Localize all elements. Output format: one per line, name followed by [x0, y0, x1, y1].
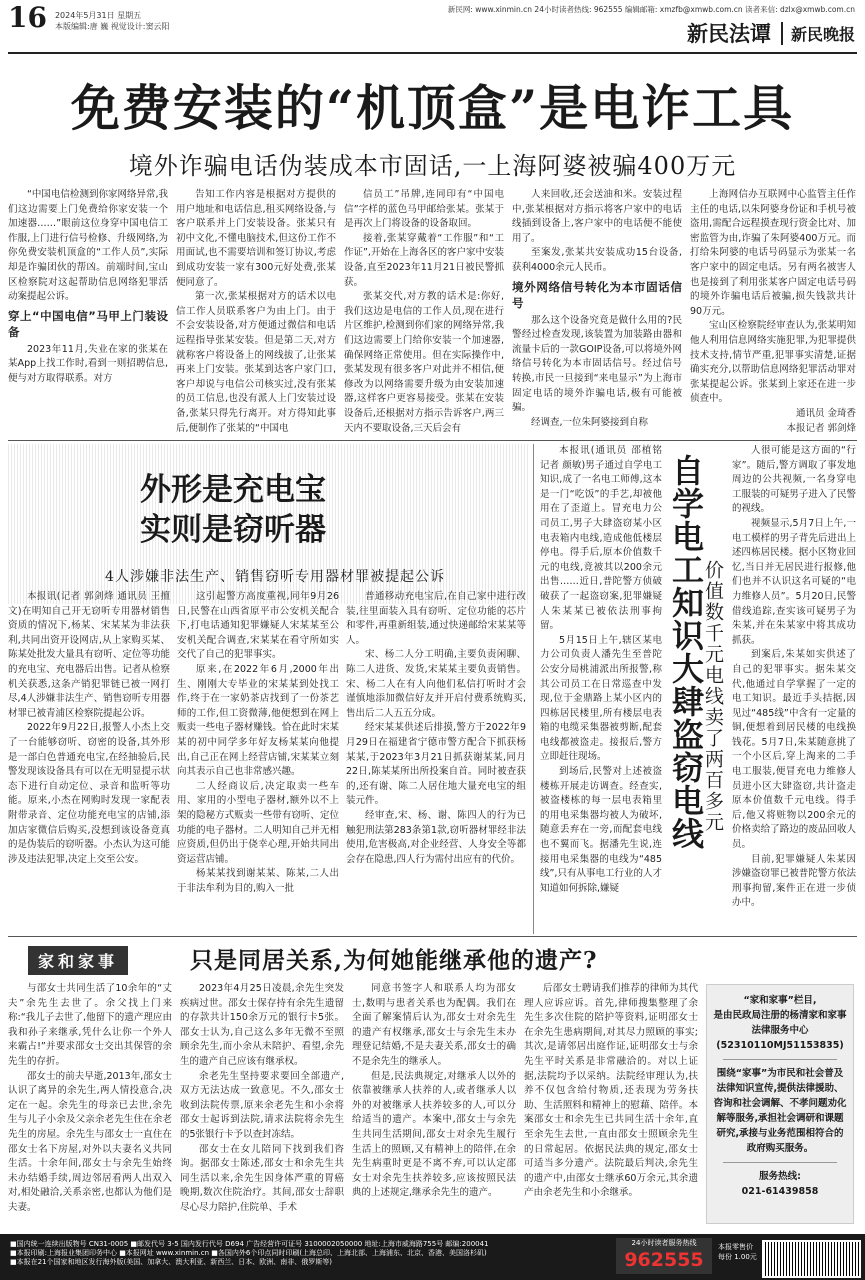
paragraph: 经调查,一位朱阿婆接到自称 — [531, 416, 649, 428]
footer-line: ■国内统一连续出版物号 CN31-0005 ■邮发代号 3-5 国内发行代号 D694 广告经营许可证号 3100002050000 地址:上海市威海路755号 邮编:200041 — [10, 1240, 489, 1248]
contact-line: 新民网: www.xinmin.cn 24小时读者热线: 962555 编辑邮箱: xmzfb@xmwb.com.cn 读者来信: dzlx@xmwb.com.cn — [447, 5, 855, 14]
lead-section-heading: 境外网络信号转化为本市固话信号 — [512, 279, 682, 310]
paragraph: 杨某某找到谢某某、陈某,二人出于非法牟利为目的,购入一批 — [177, 868, 339, 894]
footer — [0, 1234, 865, 1280]
byline: 本报记者 郭剑烽 — [786, 422, 856, 434]
sidebox-line: 服务热线: — [759, 1171, 801, 1182]
sidebox-divider — [723, 1162, 837, 1163]
paragraph: 2023年11月,失业在家的张某在某App上找工作时,看到一则招聘信息,便与对方取得联系。对方 — [8, 343, 168, 384]
paragraph: 到场后,民警对上述被盗楼栋开展走访调查。经查实,被盗楼栋的每一层电表箱里的用电采集器均被人为破坏,随意丢弃在一旁,而配套电线也不翼而飞。据潘先生说,连接用电采集器的电线为“485线”,只有从事电工行业的人才知道如何拆除,嫌疑 — [540, 766, 662, 894]
paragraph: 普通移动充电宝后,在自己家中进行改装,往里面装入具有窃听、定位功能的芯片和零件,再重新组装,通过快递邮给宋某某等人。 — [346, 591, 526, 646]
paragraph: “中国电信检测到你家网络异常,我们这边需要上门免费给你家安装一个加速器……”眼前这位身穿中国电信工作服,上门进行信号检修、升级网络,为你免费安装机顶盒的“工作人员”,实际却是诈骗团伙的帮凶。前端时间,宝山区检察院对这起帮助信息网络犯罪活动案提起公诉。 — [8, 189, 168, 303]
price-box — [718, 1242, 758, 1262]
page-number: 16 — [8, 1, 47, 34]
price-value: 每份 1.00元 — [718, 1253, 757, 1261]
paragraph: 信员工”吊牌,连同印有“中国电信”字样的蓝色马甲邮给张某。张某于是再次上门将设备的设备取回。 — [344, 189, 504, 230]
footer-lines — [10, 1240, 610, 1267]
paragraph: 余老先生坚持要求要回全部遗产,双方无法达成一致意见。不久,邵女士收到法院传票,原来余老先生和小余将邵女士起诉到法院,请求法院将余先生的5张银行卡予以查封冻结。 — [180, 1070, 344, 1140]
story2-col-1 — [8, 590, 170, 930]
section-name: 新民法谭 — [686, 21, 771, 46]
lead-col-5 — [690, 188, 856, 438]
hotline-label: 24小时读者服务热线 — [631, 1239, 697, 1247]
paragraph: 告知工作内容是根据对方提供的用户地址和电话信息,租买网络设备,与客户联系并上门安装设备。张某只有初中文化,不懂电脑技术,但这份工作不用面试,也不需要培训和签订协议,考虑到成功安装一家有300元好处费,张某便同意了。 — [176, 189, 336, 288]
masthead-left — [8, 1, 170, 34]
paragraph: 后邵女士聘请我们推荐的律师为其代理人应诉应诉。首先,律师搜集整理了余先生多次住院的陪护等资料,证明邵女士在余先生患病期间,对其尽力照顾的事实;其次,是请邻居出庭作证,证明邵女士与余先生平时关系是非常融洽的。对以上证据,法院均予以采纳。法院经审理认为,扶养不仅包含给付物质,还表现为劳务扶助、生活照料和精神上的慰藉、陪伴。本案邵女士和余先生已共同生活十余年,直至余先生去世,一直由邵女士照顾余先生的日常起居。依据民法典的规定,邵女士可适当多分遗产。法院最后判决,余先生的遗产中,由邵女士继承60万余元,其余遗产由余老先生和小余继承。 — [524, 983, 698, 1199]
paragraph: 2023年4月25日凌晨,余先生突发疾病过世。邵女士保存持有余先生遗留的存款共计150余万元的银行卡5张。邵女士认为,自己这么多年无微不至照顾余先生,而小余从未陪护、看望,余先生的遗产自己应该有继承权。 — [180, 983, 344, 1067]
sidebox-phone: 021-61439858 — [741, 1186, 819, 1197]
lead-col-1 — [8, 188, 168, 438]
editors-line: 本版编辑:唐 巍 视觉设计:窦云阳 — [54, 22, 170, 31]
barcode-icon — [762, 1240, 861, 1278]
footer-line: ■本报印刷:上海报业集团印务中心 ■本报网址 www.xinmin.cn ■各国内外6个印点同时印刷(上海总印、上海北部、上海浦东、北京、香港、美国洛杉矶) — [10, 1249, 487, 1257]
story3-col-1 — [540, 444, 662, 934]
paragraph: 人很可能是这方面的“行家”。随后,警方调取了事发地周边的公共视频,一名身穿电工服装的可疑男子进入了民警的视线。 — [732, 445, 856, 515]
paragraph: 与邵女士共同生活了10余年的“丈夫”余先生去世了。余父找上门来称:“我儿子去世了,他留下的遗产理应由我和孙子来继承,凭什么让你一个外人来霸占!”并要求邵女士交出其保管的余先生的存折。 — [8, 983, 172, 1067]
paragraph: 2022年9月22日,报警人小杰上交了一台能够窃听、窃密的设备,其外形是一部白色普通充电宝,在经抽验后,民警发现该设备具有可以在无明显提示状态下进行自动定位、录音和监听等功能。原来,小杰在网购时发现一家配表附带录音、定位功能充电宝的店铺,添加店家微信后购买,没想到该设备竟真的是伪装后的窃听器。小杰认为这可能涉及违法犯罪,决定上交至公安。 — [8, 722, 170, 865]
story2-subheadline: 4人涉嫌非法生产、销售窃听专用器材罪被提起公诉 — [105, 569, 445, 585]
paragraph: 本报讯(记者 郭剑烽 通讯员 王擅文)在明知自己开无窃听专用器材销售资质的情况下,杨某、宋某某为非法获利,共同出资开设网店,从上家购买某、陈某处批发大量具有窃听、定位等功能的充电宝、充电器后出售。记者从检察机关获悉,这条产销犯罪链已被一网打尽,4人涉嫌非法生产、销售窃听专用器材罪已被青浦区检察院提起公诉。 — [8, 591, 170, 719]
paper-name: 新民晚报 — [781, 22, 855, 45]
section-divider — [8, 440, 857, 441]
hotline-box — [616, 1238, 712, 1274]
lead-col-2 — [176, 188, 336, 438]
paragraph: 经宋某某供述后排摸,警方于2022年9月29日在福建省宁德市警方配合下抓获杨某某,于2023年3月21日抓获谢某某,同月22日,陈某某所出所投案自首。同时被查获的,还有谢、陈二人居住地大量充电宝的组装元件。 — [346, 722, 526, 807]
paragraph: 到案后,朱某如实供述了自己的犯罪事实。据朱某交代,他通过自学掌握了一定的电工知识。最近手头拮据,因见过“485线”中含有一定量的铜,便想着到居民楼的电线换钱花。5月7日,朱某随意挑了一个小区后,穿上淘来的二手电工服装,便冒充电力维修人员进小区大肆盗窃,共计盗走原本价值数千元电线。得手后,他又将赃物以200余元的价格卖给了路边的废品回收人员。 — [732, 649, 856, 851]
story4-headline: 只是同居关系,为何她能继承他的遗产? — [190, 947, 598, 974]
paragraph: 目前,犯罪嫌疑人朱某因涉嫌盗窃罪已被普陀警方依法刑事拘留,案件正在进一步侦办中。 — [732, 853, 856, 909]
sidebox-line: (52310110MJ51153835) — [716, 1040, 844, 1051]
paragraph: 经审查,宋、杨、谢、陈四人的行为已触犯刑法第283条第1款,窃听器材罪经非法使用,危害极高,对企业经营、人身安全等都会存在隐患,四人行为需付出应有的代价。 — [346, 809, 526, 865]
story2-col-2 — [177, 590, 339, 930]
footer-line: ■本报在21个国家和地区发行海外版(美国、加拿大、澳大利亚、新西兰、日本、欧洲、南非、俄罗斯等) — [10, 1258, 332, 1266]
story2-headline-line: 外形是充电宝 — [140, 472, 326, 508]
column-tag: 家和家事 — [28, 946, 128, 975]
lead-subheadline: 境外诈骗电话伪装成本市固话,一上海阿婆被骗400万元 — [128, 152, 737, 180]
date-line: 2024年5月31日 星期五 — [54, 11, 142, 20]
paragraph: 宋、杨二人分工明确,主要负责闲聊、陈二人进货、发货,宋某某主要负责销售。宋、杨二人在有人向他们私信打听时才会谨慎地添加微信好友并开启付费系统购买,售出后二人五五分成。 — [346, 649, 526, 719]
paragraph: 但是,民法典规定,对继承人以外的依靠被继承人扶养的人,或者继承人以外的对被继承人扶养较多的人,可以分给适当的遗产。本案中,邵女士与余先生共同生活期间,邵女士对余先生履行生活上的照顾,又有精神上的陪伴,在余先生病重时更是不离不弃,可以认定邵女士对余先生扶养较多,应该按照民法典的上述规定,继承余先生的遗产。 — [352, 1070, 516, 1199]
paragraph: 张某交代,对方教的话术是:你好,我们这边是电信的工作人员,现在进行片区维护,检测到你们家的网络异常,我们这边需要上门给你安装一个加速器,确保网络正常使用。但在实际操作中,张某发现有很多客户对此并不相信,便修改为以网络需要升级为由安装加速器,这样客户更容易接受。张某在安装设备后,还根据对方指示告诉客户,两三天内不要取设备,三天后会有 — [344, 291, 504, 434]
paragraph: 上海网信办互联网中心监管主任作主任的电话,以朱阿婆身份证和手机号被盗用,需配合远程摸查现行资金比对、加密监管为由,诈骗了朱阿婆400万元。而打给朱阿婆的电话号码显示为张某一名客户家中的固定电话。另有两名被害人也是接到了利用张某客户固定电话号码的境外诈骗电话后被骗,损失钱款共计90万元。 — [690, 189, 856, 317]
paragraph: 二人经商议后,决定取卖一些车用、家用的小型电子器材,额外以不上架的隐秘方式贩卖一些带有窃听、定位功能的电子器材。二人明知自己并无相应资质,但仍出于侥幸心理,开始共同出资运营店铺。 — [177, 780, 339, 865]
sidebox-line: 围绕“家事”为市民和社会普及法律知识宣传,提供法律援助、咨询和社会调解、不孝问题劝化解等服务,承担社会调研和课题研究,承接与业务范围相符合的政府购买服务。 — [713, 1068, 847, 1154]
sidebox-line: 是由民政局注册的杨清家和家事法律服务中心 — [713, 1010, 847, 1036]
story4-col-4 — [524, 982, 698, 1230]
paragraph: 这引起警方高度重视,同年9月26日,民警在山西省原平市公安机关配合下,打电话通知犯罪嫌疑人宋某某至公安机关配合调查,宋某某在看守所如实交代了自己的犯罪事实。 — [177, 591, 339, 661]
byline: 通讯员 金琦香 — [795, 407, 856, 419]
header-rule — [8, 52, 857, 54]
story3-col-2 — [732, 444, 856, 934]
hotline-number: 962555 — [624, 1249, 704, 1271]
story4-col-2 — [180, 982, 344, 1230]
story4-col-1 — [8, 982, 172, 1230]
header-meta — [55, 10, 169, 32]
lead-section-heading: 穿上“中国电信”马甲上门装设备 — [8, 308, 168, 339]
column-divider — [533, 444, 534, 934]
paragraph: 邵女士的前夫早逝,2013年,邵女士认识了离异的余先生,两人情投意合,决定在一起。余先生的母亲已去世,余先生与儿子小余及父亲余老先生住在余老先生的房屋。余先生与邵女士一直住在邵女士名下房屋,对外以夫妻名义共同生活。十余年间,邵女士与余先生始终未办结婚手续,周边邻居看两人出双入对,相处融洽,关系亲密,也都认为他们是夫妻。 — [8, 1070, 172, 1213]
lead-col-3 — [344, 188, 504, 438]
sidebox-content — [713, 993, 847, 1199]
paragraph: 5月15日上午,辖区某电力公司负责人潘先生至普陀公安分局桃浦派出所报警,称其公司员工在日常巡查中发现,位于金鼎路上某小区内的四栋居民楼里,所有楼层电表箱的电缆采集器被剪断,配套电线都被盗走。接报后,警方立即赶往现场。 — [540, 634, 662, 763]
paragraph: 原来,在2022年6月,2000年出生、刚刚大专毕业的宋某某到处找工作,终于在一家奶茶店找到了一份茶艺师的工作,但工资微薄,他便想到在网上贩卖一些电子器材赚钱。恰在此时宋某某的初中同学多年好友杨某某向他提出,自己正在网上经营店铺,宋某某立刻向其表示自己也非常感兴趣。 — [177, 663, 339, 778]
paragraph: 宝山区检察院经审查认为,张某明知他人利用信息网络实施犯罪,为犯罪提供技术支持,情节严重,犯罪事实清楚,证据确实充分,以帮助信息网络犯罪活动罪对张某提起公诉。张某到上家还在进一步侦查中。 — [690, 320, 856, 405]
paragraph: 本报讯(通讯员 邵植铭 记者 颜敏)男子通过自学电工知识,成了一名电工师傅,这本是一门“吃饭”的手艺,却被他用在了歪道上。冒充电力公司员工,男子大肆盗窃某小区电表箱内电线,造成他低楼层停电。得手后,原本价值数千元的电线,竟被其以200余元出售……近日,普陀警方侦破破获了一起盗窃案,犯罪嫌疑人朱某某已被依法刑事拘留。 — [540, 445, 662, 632]
paragraph: 那么这个设备究竟是做什么用的?民警经过检查发现,该装置为加装路由器和流量卡后的一款GOIP设备,可以将境外网络信号转化为本市固话信号。经过信号转换,市民一旦接到“来电显示”为上海市固定电话的境外诈骗电话,极有可能被骗。 — [512, 314, 682, 414]
story4-col-3 — [352, 982, 516, 1230]
sidebox-line: “家和家事”栏目, — [743, 995, 817, 1006]
paragraph: 第一次,张某根据对方的话术以电信工作人员联系客户为由上门。由于不会安装设备,对方便通过微信和电话远程指导张某安装。但是第二天,对方就称客户将设备上的网线拔了,让张某再来上门安装。张某到达客户家门口,客户却说与电信公司核实过,没有张某的员工信息,也没有派人上门安装过设备,张某只得先行离开。对方得知此事后,便制作了张某的“中国电 — [176, 291, 336, 434]
sidebox — [706, 984, 854, 1224]
section-title — [687, 18, 855, 48]
paragraph: 同意书签字人和联系人均为邵女士,数明与患者关系也为配偶。我们在全面了解案情后认为,邵女士对余先生的遗产有权继承,邵女士与余先生未办理登记结婚,不是夫妻关系,邵女士的确不是余先生的继承人。 — [352, 983, 516, 1067]
price-label: 本报零售价 — [718, 1243, 753, 1251]
section-divider — [8, 936, 857, 937]
lead-col-4 — [512, 188, 682, 438]
sidebox-divider — [723, 1059, 837, 1060]
story3-headline: 自学电工知识大肆盗窃电线 — [667, 454, 705, 850]
story2-col-3 — [346, 590, 526, 930]
paragraph: 至案发,张某共安装成功15台设备,获利4000余元人民币。 — [512, 247, 682, 273]
paragraph: 接着,张某穿戴着“工作服”和“工作证”,开始在上海各区的客户家中安装设备,直至2023年11月21日被民警抓获。 — [344, 232, 504, 288]
paragraph: 视频显示,5月7日上午,一电工模样的男子背先后进出上述四栋居民楼。据小区物业回忆,当日并无居民进行报修,他们也并不认识这名可疑的“电力维修人员”。5月20日,民警借线追踪,查实该可疑男子为朱某,并在朱某家中将其成功抓获。 — [732, 517, 856, 646]
lead-headline: 免费安装的“机顶盒”是电诈工具 — [70, 79, 795, 137]
story2-headline — [140, 470, 326, 550]
story2-headline-line: 实则是窃听器 — [140, 512, 326, 548]
paragraph: 人来回收,还会送油和米。安装过程中,张某根据对方指示将客户家中的电话线插到设备上,客户家中的电话便不能使用了。 — [512, 189, 682, 244]
paragraph: 邵女士在女儿陪同下找到我们咨询。据邵女士陈述,邵女士和余先生共同生活以来,余先生因身体严重的胃癌晚期,数次住院治疗。其间,邵女士辞职尽心尽力陪护,住院单、手术 — [180, 1143, 344, 1213]
story3-subheadline: 价值数千元电线卖了两百多元 — [702, 560, 724, 833]
